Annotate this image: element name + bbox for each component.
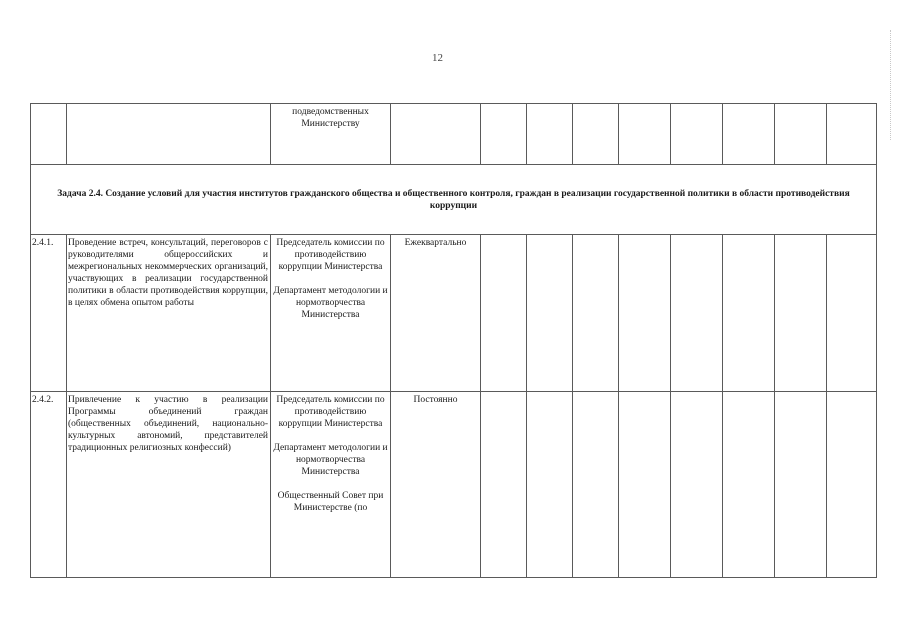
cell-empty (671, 104, 723, 165)
program-table (30, 103, 877, 578)
task-title: Задача 2.4. Создание условий для участия институтов гражданского общества и общественного контроля, граждан в реализации государственной политики в области противодействия коррупции (31, 165, 877, 235)
table-row (31, 235, 877, 392)
cell-empty (775, 235, 827, 392)
row-responsible (271, 235, 391, 392)
responsible-entry: Департамент методологии и нормотворчества Министерства (273, 286, 388, 320)
table-row-continuation (31, 104, 877, 165)
task-heading-row (31, 165, 877, 235)
responsible-entry: Общественный Совет при Министерстве (по (277, 491, 384, 513)
row-term: Ежеквартально (391, 235, 481, 392)
cell-empty (573, 392, 619, 578)
row-term: Постоянно (391, 392, 481, 578)
cell-empty (619, 235, 671, 392)
row-number: 2.4.2. (31, 392, 67, 578)
cell-empty (723, 104, 775, 165)
cell-empty (827, 235, 877, 392)
cell-empty (481, 392, 527, 578)
cell-empty (481, 235, 527, 392)
cell-empty (723, 235, 775, 392)
row-responsible (271, 392, 391, 578)
page-number: 12 (432, 52, 443, 64)
cell-empty (827, 104, 877, 165)
cell-empty (573, 235, 619, 392)
table-row (31, 392, 877, 578)
cell-empty (619, 392, 671, 578)
cell-empty (671, 235, 723, 392)
cell-empty (527, 104, 573, 165)
responsible-entry: Департамент методологии и нормотворчества Министерства (273, 443, 388, 477)
cell-empty (481, 104, 527, 165)
cell-empty (67, 104, 271, 165)
cell-empty (775, 104, 827, 165)
responsible-entry: Председатель комиссии по противодействию коррупции Министерства (276, 395, 385, 429)
cell-empty (391, 104, 481, 165)
cell-empty (671, 392, 723, 578)
cell-empty (527, 392, 573, 578)
scan-margin-mark (889, 30, 891, 140)
row-description: Проведение встреч, консультаций, переговоров с руководителями общероссийских и межрегиональных некоммерческих организаций, участвующих в реализации государственной политики в области противодействия коррупции, в целях обмена опытом работы (67, 235, 271, 392)
cell-empty (827, 392, 877, 578)
cell-empty (527, 235, 573, 392)
row-number: 2.4.1. (31, 235, 67, 392)
responsible-entry: Председатель комиссии по противодействию коррупции Министерства (276, 238, 385, 272)
row-description: Привлечение к участию в реализации Программы объединений граждан (общественных объединений, национально-культурных автономий, представителей традиционных религиозных конфессий) (67, 392, 271, 578)
cell-empty (31, 104, 67, 165)
cell-empty (723, 392, 775, 578)
cell-empty (619, 104, 671, 165)
cell-empty (775, 392, 827, 578)
cell-responsible: подведомственных Министерству (271, 104, 391, 165)
cell-empty (573, 104, 619, 165)
